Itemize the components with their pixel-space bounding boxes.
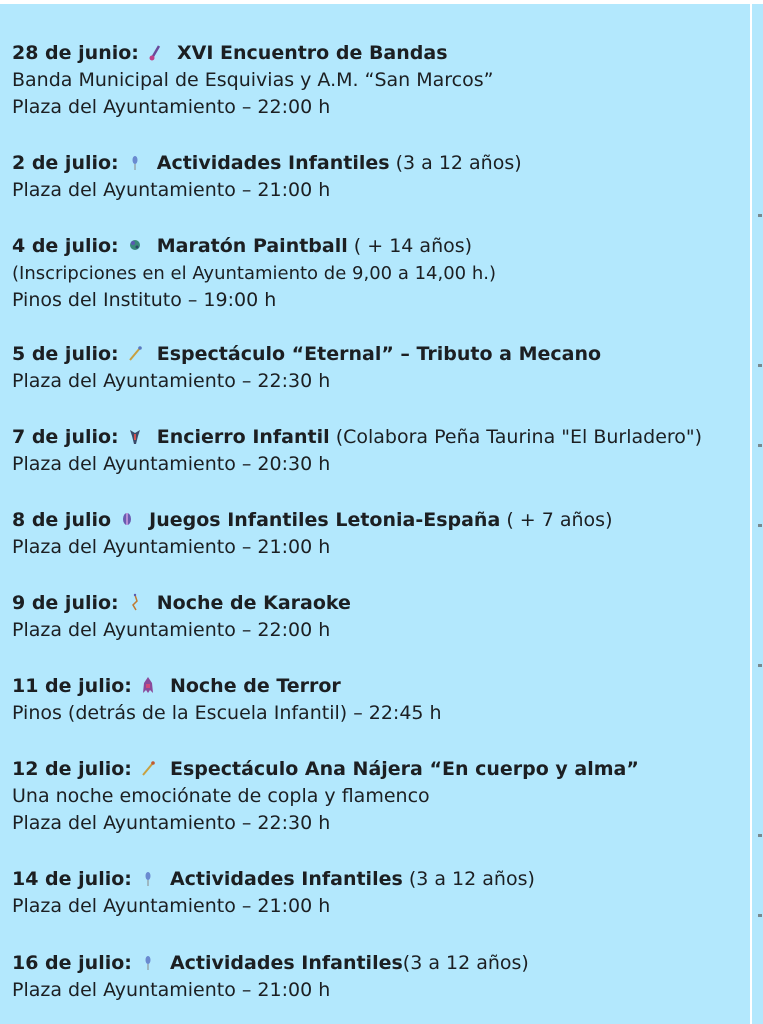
event-heading: [12, 866, 747, 893]
event-location-time: Plaza del Ayuntamiento – 22:30 h: [12, 812, 331, 834]
event-note: (3 a 12 años): [402, 868, 535, 890]
event-title: Actividades Infantiles: [156, 152, 390, 174]
event-heading: [12, 341, 747, 368]
event-note: (Colabora Peña Taurina "El Burladero"): [329, 426, 703, 448]
page-edge-mark: [758, 214, 762, 217]
event-location-time: Plaza del Ayuntamiento – 22:00 h: [12, 96, 331, 118]
balloon-icon: [127, 152, 143, 172]
event-location-time: Plaza del Ayuntamiento – 21:00 h: [12, 179, 331, 201]
event-title: Espectáculo “Eternal” – Tributo a Mecano: [156, 343, 602, 365]
event-date: 9 de julio:: [12, 592, 119, 614]
event-title: XVI Encuentro de Bandas: [176, 42, 448, 64]
event-title: Noche de Terror: [169, 675, 341, 697]
event-heading: [12, 756, 747, 783]
adjacent-page-strip: [752, 4, 763, 1024]
event-date: 4 de julio:: [12, 235, 119, 257]
music-note-icon: [147, 42, 163, 62]
event-heading: [12, 507, 747, 534]
event-item: [12, 590, 747, 644]
event-item: [12, 507, 747, 561]
event-heading: [12, 40, 747, 67]
page-edge-mark: [758, 834, 762, 837]
event-date: 14 de julio:: [12, 868, 132, 890]
ghost-icon: [140, 675, 156, 695]
event-detail: Banda Municipal de Esquivias y A.M. “San Marcos”: [12, 69, 494, 91]
karaoke-icon: [127, 592, 143, 612]
event-item: [12, 756, 747, 837]
event-date: 28 de junio:: [12, 42, 139, 64]
event-note: ( + 7 años): [500, 509, 613, 531]
event-title: Juegos Infantiles Letonia-España: [149, 509, 501, 531]
event-item: [12, 866, 747, 920]
page-edge-mark: [758, 664, 762, 667]
event-location-time: Plaza del Ayuntamiento – 22:30 h: [12, 370, 331, 392]
event-date: 8 de julio: [12, 509, 112, 531]
event-heading: [12, 950, 747, 977]
event-title: Maratón Paintball: [156, 235, 348, 257]
balloon-icon: [140, 952, 156, 972]
event-title: Noche de Karaoke: [156, 592, 351, 614]
schedule-panel: [0, 4, 750, 1024]
paint-splat-icon: [127, 235, 143, 255]
event-item: [12, 40, 747, 121]
page-edge-mark: [758, 524, 762, 527]
event-date: 16 de julio:: [12, 952, 132, 974]
event-location-time: Plaza del Ayuntamiento – 21:00 h: [12, 979, 331, 1001]
event-heading: [12, 673, 747, 700]
event-title: Espectáculo Ana Nájera “En cuerpo y alma”: [169, 758, 639, 780]
balloon-icon: [140, 868, 156, 888]
event-heading: [12, 424, 747, 451]
event-date: 12 de julio:: [12, 758, 132, 780]
event-item: [12, 341, 747, 395]
page-edge-mark: [758, 364, 762, 367]
event-location-time: Pinos (detrás de la Escuela Infantil) – 22:45 h: [12, 702, 442, 724]
event-note: (3 a 12 años): [389, 152, 522, 174]
event-title: Actividades Infantiles: [169, 952, 403, 974]
event-heading: [12, 233, 747, 260]
event-title: Actividades Infantiles: [169, 868, 403, 890]
event-heading: [12, 150, 747, 177]
event-location-time: Plaza del Ayuntamiento – 21:00 h: [12, 536, 331, 558]
microphone-icon: [140, 758, 156, 778]
event-item: [12, 673, 747, 727]
page-edge-mark: [758, 914, 762, 917]
event-date: 2 de julio:: [12, 152, 119, 174]
event-note: ( + 14 años): [347, 235, 473, 257]
event-heading: [12, 590, 747, 617]
event-detail: Una noche emociónate de copla y flamenco: [12, 785, 430, 807]
event-date: 5 de julio:: [12, 343, 119, 365]
event-date: 11 de julio:: [12, 675, 132, 697]
event-location-time: Plaza del Ayuntamiento – 20:30 h: [12, 453, 331, 475]
event-location-time: Plaza del Ayuntamiento – 22:00 h: [12, 619, 331, 641]
event-title: Encierro Infantil: [156, 426, 330, 448]
event-item: [12, 150, 747, 204]
ball-icon: [119, 509, 135, 529]
event-location-time: Plaza del Ayuntamiento – 21:00 h: [12, 895, 331, 917]
event-location-time: Pinos del Instituto – 19:00 h: [12, 289, 277, 311]
microphone-icon: [127, 343, 143, 363]
event-date: 7 de julio:: [12, 426, 119, 448]
event-note: (3 a 12 años): [402, 952, 529, 974]
event-item: [12, 233, 747, 314]
event-item: [12, 950, 747, 1004]
bull-icon: [127, 426, 143, 446]
event-detail: (Inscripciones en el Ayuntamiento de 9,00 a 14,00 h.): [12, 263, 496, 284]
page-edge-mark: [758, 444, 762, 447]
event-item: [12, 424, 747, 478]
